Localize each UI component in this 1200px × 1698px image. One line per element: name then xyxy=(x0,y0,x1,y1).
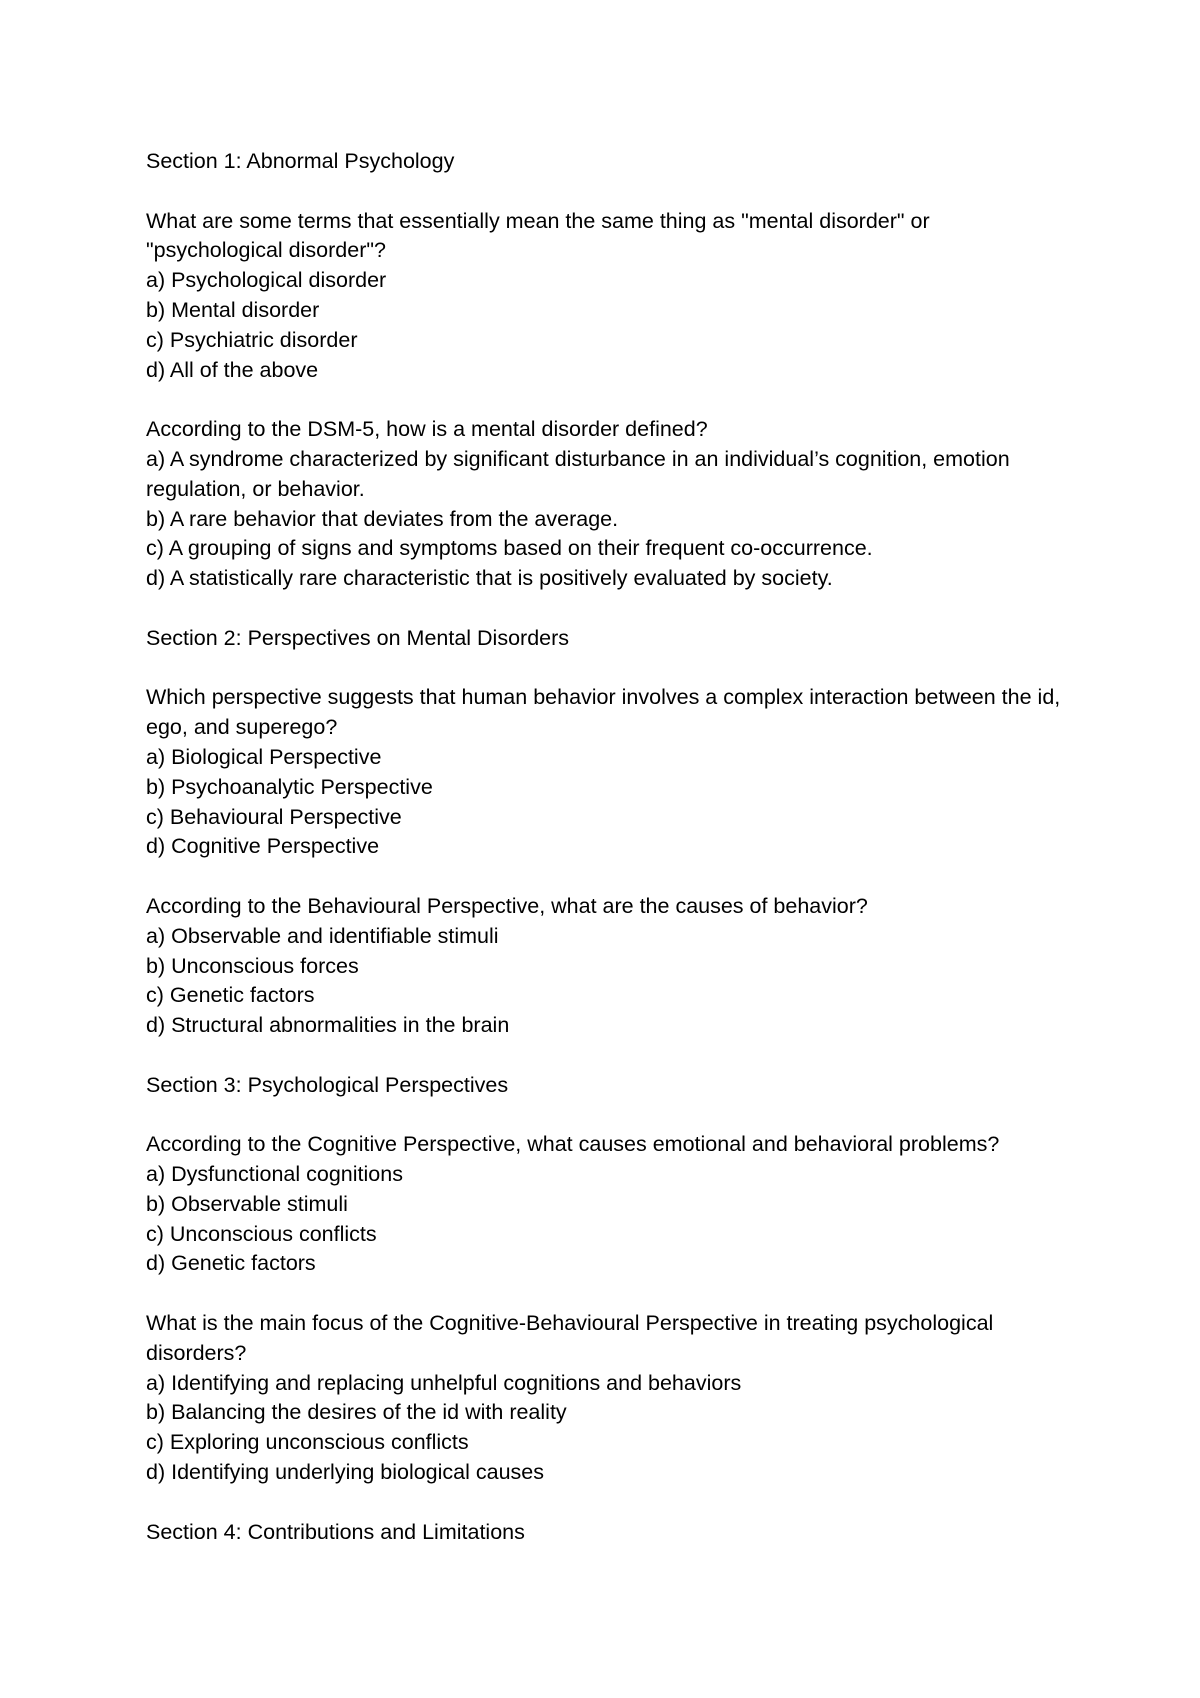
answer-option: d) All of the above xyxy=(146,357,319,382)
document-content xyxy=(146,147,1066,1547)
answer-option: a) A syndrome characterized by significant disturbance in an individual’s cognition, emotion regulation, or behavior. xyxy=(146,446,1010,501)
answer-option: a) Observable and identifiable stimuli xyxy=(146,923,499,948)
answer-option: c) A grouping of signs and symptoms based on their frequent co-occurrence. xyxy=(146,536,873,561)
answer-option: c) Genetic factors xyxy=(146,983,315,1008)
spacer xyxy=(146,594,1066,624)
answer-option: c) Exploring unconscious conflicts xyxy=(146,1430,469,1455)
question-text: According to the Behavioural Perspective, what are the causes of behavior? xyxy=(146,893,868,918)
answer-option: a) Dysfunctional cognitions xyxy=(146,1162,403,1187)
question-text: According to the Cognitive Perspective, what causes emotional and behavioral problems? xyxy=(146,1132,1000,1157)
answer-option: a) Biological Perspective xyxy=(146,744,382,769)
answer-option: c) Psychiatric disorder xyxy=(146,327,358,352)
answer-option: b) A rare behavior that deviates from the average. xyxy=(146,506,619,531)
answer-option: b) Observable stimuli xyxy=(146,1191,348,1216)
answer-option: d) Genetic factors xyxy=(146,1251,316,1276)
answer-option: c) Behavioural Perspective xyxy=(146,804,402,829)
answer-option: d) A statistically rare characteristic that is positively evaluated by society. xyxy=(146,566,833,591)
question-text: Which perspective suggests that human behavior involves a complex interaction between the id, ego, and superego? xyxy=(146,685,1061,740)
answer-option: b) Mental disorder xyxy=(146,297,320,322)
answer-option: b) Balancing the desires of the id with reality xyxy=(146,1400,567,1425)
spacer xyxy=(146,177,1066,207)
answer-option: d) Cognitive Perspective xyxy=(146,834,380,859)
spacer xyxy=(146,1041,1066,1071)
spacer xyxy=(146,862,1066,892)
answer-option: b) Unconscious forces xyxy=(146,953,359,978)
spacer xyxy=(146,1101,1066,1131)
question-text: What are some terms that essentially mean the same thing as "mental disorder" or "psychological disorder"? xyxy=(146,208,930,263)
answer-option: b) Psychoanalytic Perspective xyxy=(146,774,433,799)
section-heading: Section 2: Perspectives on Mental Disorders xyxy=(146,625,570,650)
section-heading: Section 1: Abnormal Psychology xyxy=(146,149,455,173)
spacer xyxy=(146,1279,1066,1309)
section-heading: Section 3: Psychological Perspectives xyxy=(146,1072,509,1097)
question-text: According to the DSM-5, how is a mental disorder defined? xyxy=(146,417,708,442)
answer-option: a) Identifying and replacing unhelpful cognitions and behaviors xyxy=(146,1370,742,1395)
answer-option: d) Identifying underlying biological causes xyxy=(146,1460,544,1485)
answer-option: c) Unconscious conflicts xyxy=(146,1221,377,1246)
answer-option: a) Psychological disorder xyxy=(146,268,387,293)
question-text: What is the main focus of the Cognitive-Behavioural Perspective in treating psychological disorders? xyxy=(146,1311,994,1365)
spacer xyxy=(146,654,1066,684)
spacer xyxy=(146,1488,1066,1518)
spacer xyxy=(146,385,1066,415)
section-heading: Section 4: Contributions and Limitations xyxy=(146,1519,525,1544)
answer-option: d) Structural abnormalities in the brain xyxy=(146,1013,510,1038)
